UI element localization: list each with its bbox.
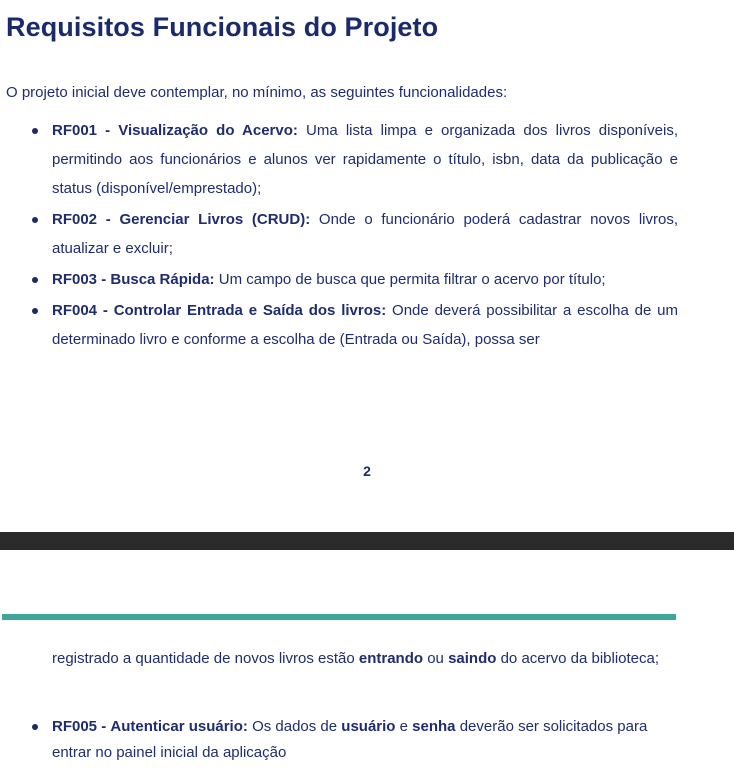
continuation-paragraph xyxy=(52,644,678,673)
requirement-text: Onde deverá possibilitar a escolha de um determinado livro e conforme a escolha de (Entrada ou Saída), possa ser xyxy=(52,302,678,348)
requirement-name: Busca Rápida: xyxy=(110,271,215,288)
requirement-name: Controlar Entrada e Saída dos livros: xyxy=(113,302,387,319)
requirement-text: e xyxy=(399,718,408,735)
requirement-name: Autenticar usuário: xyxy=(110,718,248,735)
requirements-list xyxy=(32,116,678,356)
requirement-text: Os dados de xyxy=(252,718,338,735)
intro-paragraph: O projeto inicial deve contemplar, no mínimo, as seguintes funcionalidades: xyxy=(6,84,508,101)
requirement-code: RF005 - xyxy=(52,718,107,735)
requirement-text: Um campo de busca que permita filtrar o acervo por título; xyxy=(218,271,606,288)
emphasis-entrando: entrando xyxy=(358,650,424,667)
page-break-divider xyxy=(0,532,734,550)
requirements-list-continued xyxy=(32,714,678,766)
emphasis-usuario: usuário xyxy=(341,718,396,735)
requirement-item-rf004 xyxy=(32,296,678,354)
requirement-name: Visualização do Acervo: xyxy=(118,122,298,139)
requirement-item-rf001 xyxy=(32,116,678,203)
requirement-item-rf003 xyxy=(32,265,678,294)
emphasis-saindo: saindo xyxy=(448,650,497,667)
requirement-code: RF002 - xyxy=(52,211,111,228)
continuation-text: ou xyxy=(427,650,444,667)
requirement-item-rf002 xyxy=(32,205,678,263)
continuation-text: do acervo da biblioteca; xyxy=(500,650,660,667)
page-number: 2 xyxy=(363,463,371,479)
requirement-text: Onde o funcionário poderá cadastrar novos livros, atualizar e excluir; xyxy=(52,211,678,257)
header-accent-line xyxy=(2,614,676,620)
requirement-item-rf005 xyxy=(32,714,678,766)
requirement-code: RF004 - xyxy=(52,302,108,319)
emphasis-senha: senha xyxy=(412,718,456,735)
requirement-code: RF001 - xyxy=(52,122,111,139)
continuation-text: registrado a quantidade de novos livros estão xyxy=(52,650,355,667)
requirement-text: deverão ser solicitados para entrar no painel inicial da aplicação xyxy=(52,718,648,761)
requirement-code: RF003 - xyxy=(52,271,107,288)
page-title: Requisitos Funcionais do Projeto xyxy=(6,12,439,42)
requirement-text: Uma lista limpa e organizada dos livros disponíveis, permitindo aos funcionários e alunos ver rapidamente o título, isbn, data da publicação e status (disponível/emprestado); xyxy=(52,122,679,197)
requirement-name: Gerenciar Livros (CRUD): xyxy=(119,211,311,228)
